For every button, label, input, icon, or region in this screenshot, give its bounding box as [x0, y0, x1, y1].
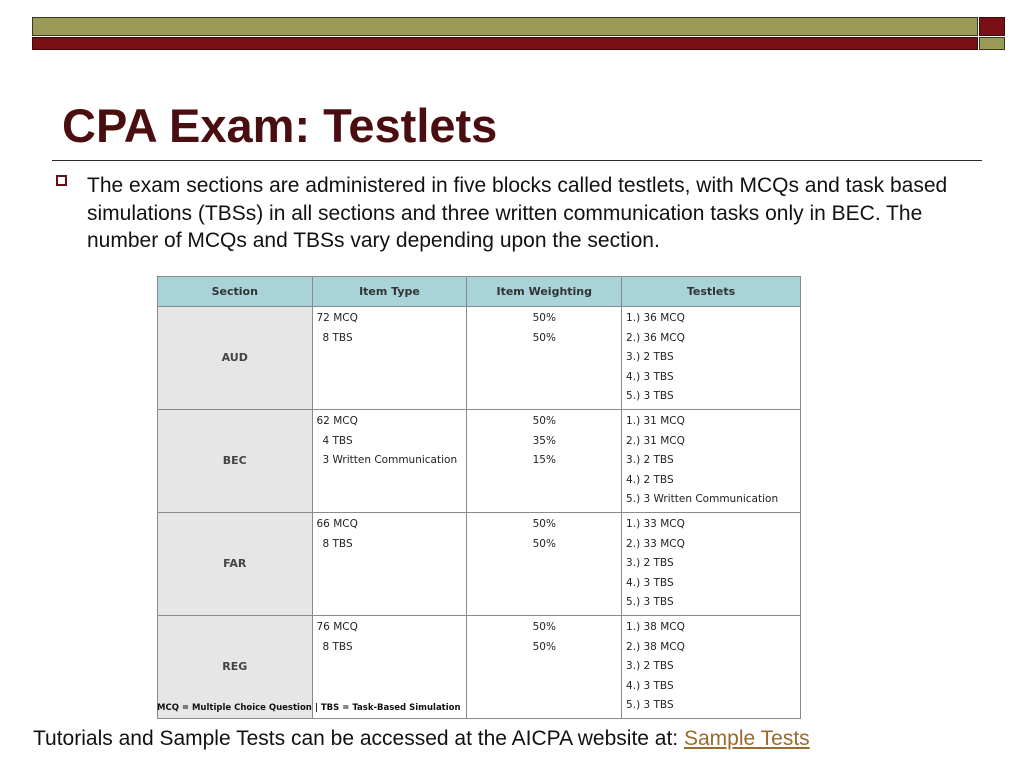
item-type: 72 MCQ [316, 312, 358, 324]
table-footnote: MCQ = Multiple Choice Question | TBS = Task-Based Simulation [157, 703, 461, 713]
weighting-cell [467, 409, 622, 512]
testlets-table [157, 276, 801, 719]
testlet: 2.) 31 MCQ [626, 434, 685, 447]
item-type: 8 TBS [322, 331, 353, 344]
testlet: 3.) 2 TBS [626, 557, 674, 570]
testlet: 2.) 38 MCQ [626, 640, 685, 653]
corner-square-red [979, 17, 1005, 36]
footer-line [33, 727, 810, 751]
weighting: 50% [532, 312, 556, 324]
section-cell: REG [158, 615, 313, 718]
testlet: 2.) 33 MCQ [626, 537, 685, 550]
item-type: 4 TBS [322, 434, 353, 447]
square-bullet-icon [56, 175, 67, 186]
weighting: 35% [532, 434, 556, 447]
testlet: 1.) 33 MCQ [626, 517, 685, 530]
item-type: 8 TBS [322, 537, 353, 550]
top-bar-olive [32, 17, 978, 36]
weighting: 50% [532, 620, 556, 633]
weighting: 15% [532, 454, 556, 467]
item-type: 76 MCQ [316, 620, 358, 633]
section-cell: BEC [158, 409, 313, 512]
item-type-cell [312, 409, 467, 512]
item-type: 66 MCQ [316, 517, 358, 530]
weighting: 50% [532, 331, 556, 344]
testlet: 4.) 3 TBS [626, 576, 674, 589]
header-item-type: Item Type [312, 277, 467, 307]
title-divider [52, 160, 982, 161]
table-row [158, 409, 801, 512]
testlet: 5.) 3 TBS [626, 699, 674, 712]
testlet: 3.) 2 TBS [626, 660, 674, 673]
testlet: 4.) 3 TBS [626, 370, 674, 383]
testlet: 5.) 3 TBS [626, 596, 674, 609]
testlets-cell [622, 512, 801, 615]
testlet: 2.) 36 MCQ [626, 331, 685, 344]
testlet: 3.) 2 TBS [626, 351, 674, 364]
header-item-weighting: Item Weighting [467, 277, 622, 307]
testlet: 3.) 2 TBS [626, 454, 674, 467]
weighting-cell [467, 307, 622, 410]
testlets-cell [622, 307, 801, 410]
table-row [158, 307, 801, 410]
testlet: 1.) 31 MCQ [626, 414, 685, 427]
corner-square-olive [979, 37, 1005, 50]
weighting: 50% [532, 537, 556, 550]
testlets-cell [622, 615, 801, 718]
item-type: 62 MCQ [316, 414, 358, 427]
testlet: 5.) 3 TBS [626, 390, 674, 403]
weighting-cell [467, 615, 622, 718]
table-row [158, 512, 801, 615]
weighting: 50% [532, 640, 556, 653]
testlet: 5.) 3 Written Communication [626, 493, 779, 506]
item-type-cell [312, 307, 467, 410]
header-testlets: Testlets [622, 277, 801, 307]
testlet: 4.) 2 TBS [626, 473, 674, 486]
footer-text: Tutorials and Sample Tests can be accessed at the AICPA website at: [33, 727, 684, 750]
bullet-text: The exam sections are administered in five blocks called testlets, with MCQs and task based simulations (TBSs) in all sections and three written communication tasks only in BEC. The number of MCQs and TBSs vary depending upon the section. [87, 174, 948, 252]
weighting: 50% [532, 517, 556, 530]
section-cell: FAR [158, 512, 313, 615]
testlets-cell [622, 409, 801, 512]
testlet: 1.) 38 MCQ [626, 620, 685, 633]
table-header-row [158, 277, 801, 307]
testlet: 4.) 3 TBS [626, 679, 674, 692]
top-bar-red [32, 37, 978, 50]
slide-title: CPA Exam: Testlets [62, 99, 498, 152]
header-section: Section [158, 277, 313, 307]
item-type-cell [312, 512, 467, 615]
sample-tests-link[interactable]: Sample Tests [683, 727, 810, 750]
weighting: 50% [532, 414, 556, 427]
section-cell: AUD [158, 307, 313, 410]
testlet: 1.) 36 MCQ [626, 312, 685, 324]
weighting-cell [467, 512, 622, 615]
item-type: 3 Written Communication [322, 454, 458, 467]
item-type: 8 TBS [322, 640, 353, 653]
